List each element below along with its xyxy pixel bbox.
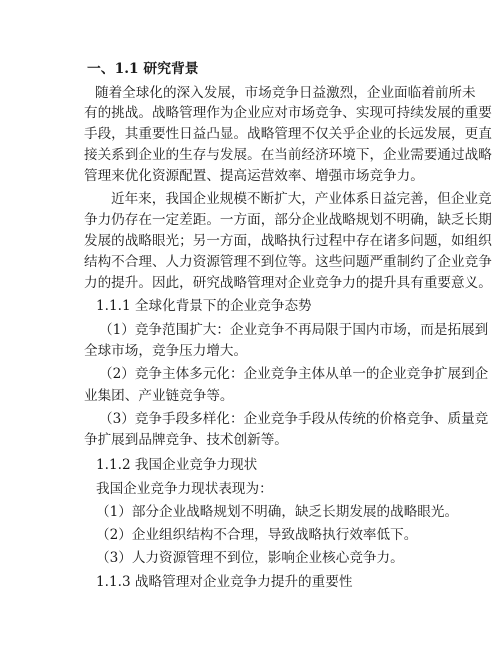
subsection-heading: 1.1.2 我国企业竞争力现状 <box>96 457 258 473</box>
list-item-continuation: 业集团、产业链竞争等。 <box>84 388 234 404</box>
list-item: （3）人力资源管理不到位，影响企业核心竞争力。 <box>96 550 404 566</box>
paragraph-line: 管理来优化资源配置、提高运营效率、增强市场竞争力。 <box>84 168 424 184</box>
list-item: （2）企业组织结构不合理，导致战略执行效率低下。 <box>96 527 418 543</box>
list-item-continuation: 全球市场，竞争压力增大。 <box>84 343 248 359</box>
subsection-heading: 1.1.1 全球化背景下的企业竞争态势 <box>96 298 312 314</box>
paragraph-line: 手段，其重要性日益凸显。战略管理不仅关乎企业的长远发展，更直 <box>84 126 492 142</box>
list-item: （1）部分企业战略规划不明确，缺乏长期发展的战略眼光。 <box>96 504 459 520</box>
paragraph-line: 随着全球化的深入发展，市场竞争日益激烈，企业面临着前所未 <box>95 85 476 101</box>
paragraph-line: 近年来，我国企业规模不断扩大，产业体系日益完善，但企业竞 <box>111 191 492 207</box>
subsection-heading: 1.1.3 战略管理对企业竞争力提升的重要性 <box>96 574 353 590</box>
paragraph-line: 结构不合理、人力资源管理不到位等。这些问题严重制约了企业竞争 <box>84 254 492 270</box>
list-item: （2）竞争主体多元化：企业竞争主体从单一的企业竞争扩展到企 <box>99 366 489 382</box>
paragraph-line: 争力仍存在一定差距。一方面，部分企业战略规划不明确，缺乏长期 <box>84 212 492 228</box>
list-item-continuation: 争扩展到品牌竞争、技术创新等。 <box>84 432 288 448</box>
section-heading: 一、1.1 研究背景 <box>87 61 199 77</box>
paragraph-line: 接关系到企业的生存与发展。在当前经济环境下，企业需要通过战略 <box>84 147 492 163</box>
list-item: （1）竞争范围扩大：企业竞争不再局限于国内市场，而是拓展到 <box>99 322 489 338</box>
paragraph-line: 有的挑战。战略管理作为企业应对市场竞争、实现可持续发展的重要 <box>84 105 492 121</box>
paragraph-line: 发展的战略眼光；另一方面，战略执行过程中存在诸多问题，如组织 <box>84 233 492 249</box>
list-item: （3）竞争手段多样化：企业竞争手段从传统的价格竞争、质量竞 <box>99 411 489 427</box>
paragraph-line: 力的提升。因此，研究战略管理对企业竞争力的提升具有重要意义。 <box>84 275 492 291</box>
paragraph-line: 我国企业竞争力现状表现为： <box>96 481 273 497</box>
